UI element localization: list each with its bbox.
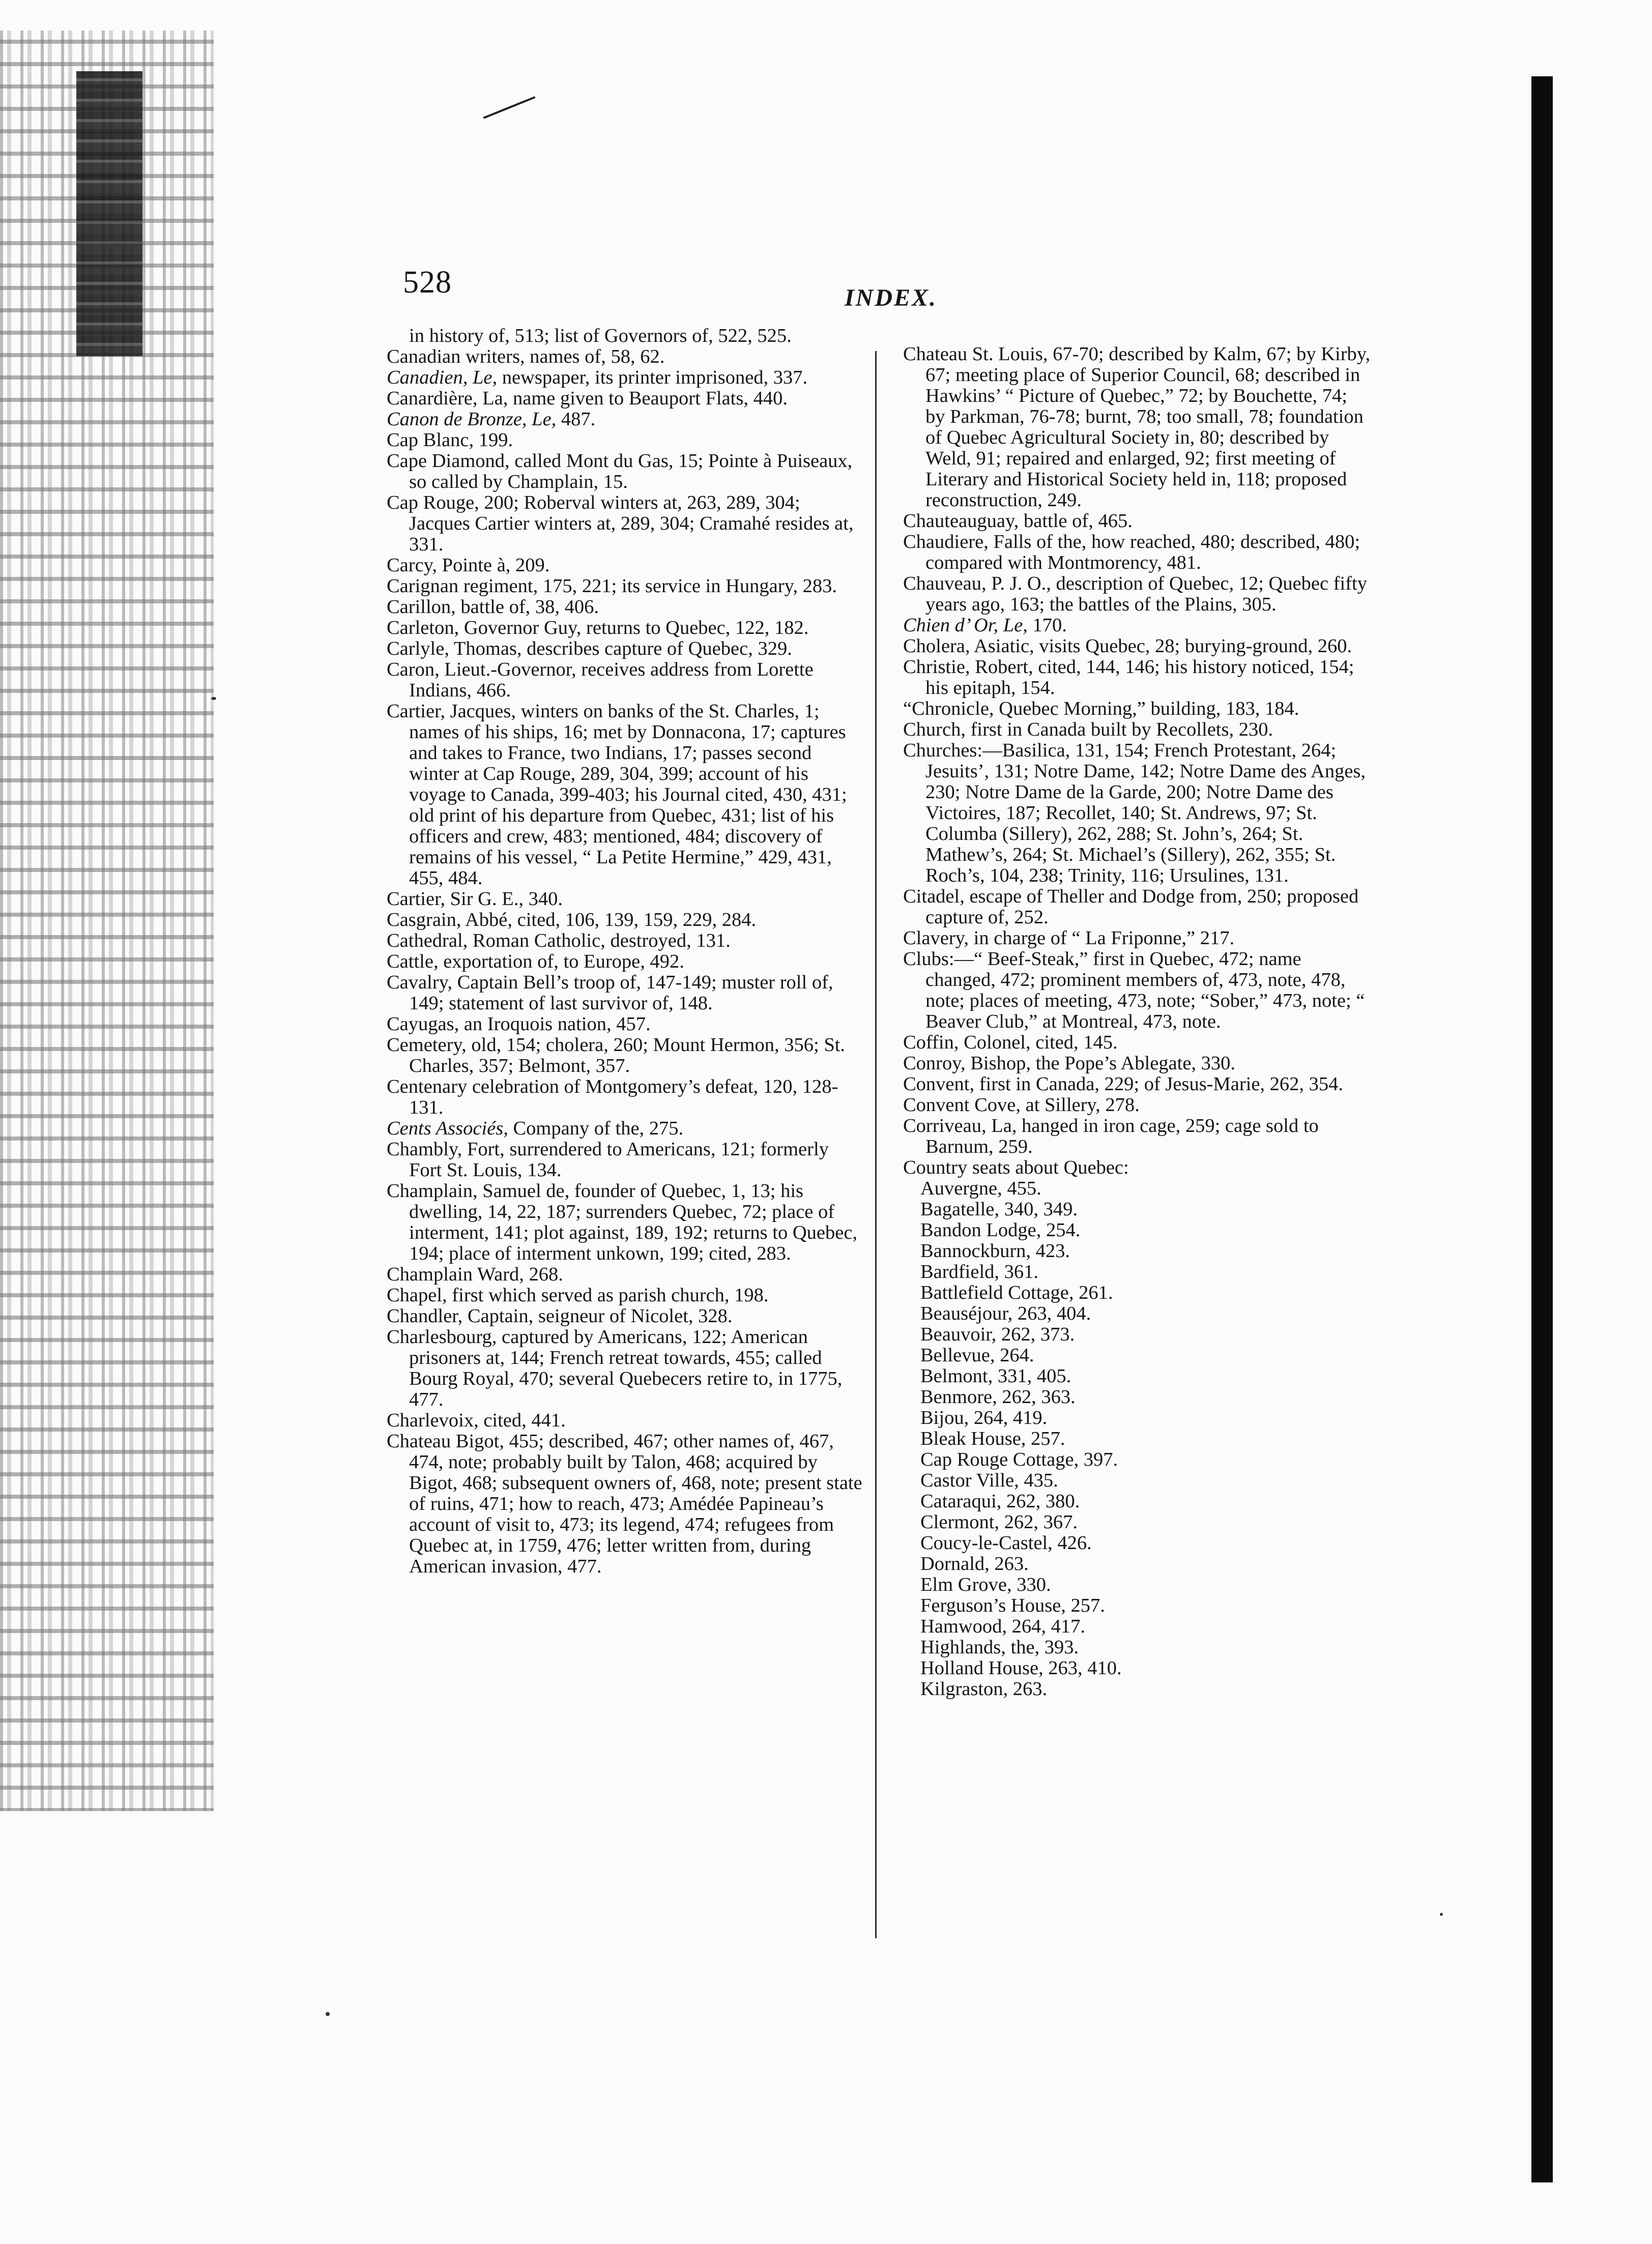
index-entry bbox=[903, 1324, 1371, 1345]
index-entry bbox=[387, 1306, 865, 1327]
index-entry bbox=[903, 1408, 1371, 1429]
index-entry-text: Bagatelle, 340, 349. bbox=[920, 1199, 1078, 1220]
index-entry bbox=[903, 1449, 1371, 1470]
index-entry-text: Bleak House, 257. bbox=[920, 1428, 1065, 1449]
index-entry-text: Chandler, Captain, seigneur of Nicolet, 328. bbox=[387, 1305, 733, 1327]
index-entry bbox=[903, 1616, 1371, 1637]
index-entry-text: Cap Rouge, 200; Roberval winters at, 263, 289, 304; Jacques Cartier winters at, 289, 304; Cramahé resides at, 331. bbox=[387, 492, 854, 555]
index-entry-text: Christie, Robert, cited, 144, 146; his history noticed, 154; his epitaph, 154. bbox=[903, 656, 1354, 698]
index-entry bbox=[387, 638, 865, 659]
index-entry-text: Chapel, first which served as parish church, 198. bbox=[387, 1285, 769, 1306]
index-entry-text: Highlands, the, 393. bbox=[920, 1637, 1079, 1658]
index-entry-text: Chaudiere, Falls of the, how reached, 480; described, 480; compared with Montmorency, 481. bbox=[903, 531, 1360, 573]
index-entry bbox=[903, 1032, 1371, 1053]
index-entry bbox=[903, 1262, 1371, 1283]
index-entry-text: Coucy-le-Castel, 426. bbox=[920, 1532, 1092, 1554]
index-entry-text: Clavery, in charge of “ La Friponne,” 217. bbox=[903, 927, 1235, 949]
index-entry-text: Coffin, Colonel, cited, 145. bbox=[903, 1032, 1118, 1053]
index-entry-text: Bannockburn, 423. bbox=[920, 1240, 1070, 1262]
index-entry-text: Carillon, battle of, 38, 406. bbox=[387, 596, 599, 618]
pen-mark bbox=[483, 96, 535, 119]
index-entry-text: Belmont, 331, 405. bbox=[920, 1365, 1071, 1387]
index-entry-heading: Canon de Bronze, Le, bbox=[387, 409, 557, 430]
index-entry bbox=[387, 346, 865, 367]
index-entry-text: 487. bbox=[556, 409, 596, 430]
index-entry-text: Auvergne, 455. bbox=[920, 1178, 1041, 1199]
scan-edge-left-dark bbox=[76, 71, 142, 356]
index-entry-heading: Cents Associés, bbox=[387, 1118, 508, 1139]
index-entry bbox=[903, 532, 1371, 573]
index-entry bbox=[903, 928, 1371, 949]
index-entry bbox=[387, 430, 865, 451]
index-entry bbox=[903, 1303, 1371, 1324]
index-column-right bbox=[903, 344, 1371, 1700]
index-entry-text: Cartier, Sir G. E., 340. bbox=[387, 888, 563, 910]
scan-edge-right-bar bbox=[1531, 76, 1553, 2182]
index-entry-text: Beauvoir, 262, 373. bbox=[920, 1324, 1075, 1345]
index-entry-text: Elm Grove, 330. bbox=[920, 1574, 1051, 1595]
index-entry-text: Clermont, 262, 367. bbox=[920, 1511, 1078, 1533]
index-entry-text: Cap Rouge Cottage, 397. bbox=[920, 1449, 1118, 1470]
index-entry-text: Canadian writers, names of, 58, 62. bbox=[387, 346, 665, 367]
index-entry-text: Church, first in Canada built by Recollets, 230. bbox=[903, 719, 1273, 740]
index-entry-text: Hamwood, 264, 417. bbox=[920, 1616, 1086, 1637]
index-entry bbox=[387, 1327, 865, 1410]
index-entry bbox=[387, 1076, 865, 1118]
index-entry-text: in history of, 513; list of Governors of, 522, 525. bbox=[409, 325, 792, 346]
index-entry-text: Dornald, 263. bbox=[920, 1553, 1029, 1575]
index-entry-text: Cholera, Asiatic, visits Quebec, 28; burying-ground, 260. bbox=[903, 635, 1352, 657]
index-column-left bbox=[387, 326, 865, 1577]
index-entry-text: Cataraqui, 262, 380. bbox=[920, 1491, 1080, 1512]
index-entry bbox=[387, 951, 865, 972]
index-entry bbox=[387, 1431, 865, 1577]
index-entry-text: Cattle, exportation of, to Europe, 492. bbox=[387, 951, 684, 972]
index-entry bbox=[387, 1035, 865, 1076]
index-entry-text: Ferguson’s House, 257. bbox=[920, 1595, 1105, 1616]
index-entry-text: Chambly, Fort, surrendered to Americans, 121; formerly Fort St. Louis, 134. bbox=[387, 1139, 829, 1181]
index-entry bbox=[903, 1387, 1371, 1408]
index-entry bbox=[903, 636, 1371, 657]
index-entry-text: Charlesbourg, captured by Americans, 122; American prisoners at, 144; French retreat towards, 455; called Bourg Royal, 470; several Quebecers retire to, in 1775, 477. bbox=[387, 1326, 843, 1410]
running-head: INDEX. bbox=[845, 284, 938, 311]
index-entry bbox=[387, 388, 865, 409]
index-entry bbox=[387, 409, 865, 430]
index-entry-text: Holland House, 263, 410. bbox=[920, 1657, 1122, 1679]
index-entry bbox=[387, 910, 865, 930]
index-entry bbox=[903, 1241, 1371, 1262]
index-entry bbox=[387, 889, 865, 910]
index-entry bbox=[387, 659, 865, 701]
index-entry bbox=[903, 1283, 1371, 1303]
index-entry-text: Carleton, Governor Guy, returns to Quebec, 122, 182. bbox=[387, 617, 809, 638]
index-entry-text: “Chronicle, Quebec Morning,” building, 183, 184. bbox=[903, 698, 1299, 719]
index-entry bbox=[903, 1470, 1371, 1491]
index-entry bbox=[387, 492, 865, 555]
index-entry-text: Country seats about Quebec: bbox=[903, 1157, 1129, 1178]
index-entry bbox=[387, 1181, 865, 1264]
speck bbox=[211, 697, 216, 700]
index-entry bbox=[387, 326, 865, 346]
index-entry bbox=[387, 1118, 865, 1139]
index-entry bbox=[387, 618, 865, 638]
index-entry-text: Charlevoix, cited, 441. bbox=[387, 1410, 566, 1431]
speck bbox=[1440, 1913, 1443, 1916]
index-entry-text: Battlefield Cottage, 261. bbox=[920, 1282, 1113, 1303]
index-entry bbox=[387, 1285, 865, 1306]
index-entry bbox=[387, 597, 865, 618]
index-entry-text: Cape Diamond, called Mont du Gas, 15; Pointe à Puiseaux, so called by Champlain, 15. bbox=[387, 450, 853, 492]
index-entry-text: Centenary celebration of Montgomery’s defeat, 120, 128-131. bbox=[387, 1076, 838, 1118]
index-entry bbox=[387, 1264, 865, 1285]
index-entry-text: Cayugas, an Iroquois nation, 457. bbox=[387, 1013, 651, 1035]
index-entry bbox=[387, 576, 865, 597]
index-entry bbox=[387, 367, 865, 388]
index-entry-text: Convent Cove, at Sillery, 278. bbox=[903, 1094, 1140, 1116]
page-number: 528 bbox=[403, 265, 452, 300]
index-entry bbox=[903, 1429, 1371, 1449]
index-entry bbox=[903, 1095, 1371, 1116]
index-entry-text: Carcy, Pointe à, 209. bbox=[387, 555, 550, 576]
index-entry-text: Chauteauguay, battle of, 465. bbox=[903, 510, 1133, 532]
index-entry bbox=[903, 1595, 1371, 1616]
index-entry-text: Clubs:—“ Beef-Steak,” first in Quebec, 472; name changed, 472; prominent members of, 473, note, 478, note; places of meeting, 473, note; “Sober,” 473, note; “ Beaver Club,” at Montreal, 473, note. bbox=[903, 948, 1365, 1032]
index-entry-text: Chateau St. Louis, 67-70; described by Kalm, 67; by Kirby, 67; meeting place of Superior Council, 68; described in Hawkins’ “ Picture of Quebec,” 72; by Bouchette, 74; by Parkman, 76-78; burnt, 78; too small, 78; foundation of Quebec Agricultural Society in, 80; described by Weld, 91; repaired and enlarged, 92; first meeting of Literary and Historical Society held in, 118; proposed reconstruction, 249. bbox=[903, 343, 1371, 511]
index-entry bbox=[903, 1345, 1371, 1366]
index-entry-text: Cartier, Jacques, winters on banks of the St. Charles, 1; names of his ships, 16; met by Donnacona, 17; captures and takes to France, two Indians, 17; passes second winter at Cap Rouge, 289, 304, 399; account of his voyage to Canada, 399-403; his Journal cited, 430, 431; old print of his departure from Quebec, 431; list of his officers and crew, 483; mentioned, 484; discovery of remains of his vessel, “ La Petite Hermine,” 429, 431, 455, 484. bbox=[387, 701, 847, 889]
index-entry bbox=[387, 1139, 865, 1181]
index-entry-text: Citadel, escape of Theller and Dodge from, 250; proposed capture of, 252. bbox=[903, 886, 1359, 928]
index-entry-text: Conroy, Bishop, the Pope’s Ablegate, 330. bbox=[903, 1053, 1236, 1074]
column-rule bbox=[875, 351, 877, 1938]
index-entry-text: Kilgraston, 263. bbox=[920, 1678, 1048, 1700]
index-entry-text: Champlain Ward, 268. bbox=[387, 1264, 563, 1285]
index-entry bbox=[903, 949, 1371, 1032]
index-entry bbox=[903, 615, 1371, 636]
index-entry-text: Carignan regiment, 175, 221; its service in Hungary, 283. bbox=[387, 575, 837, 597]
index-entry bbox=[903, 1053, 1371, 1074]
index-entry bbox=[903, 1178, 1371, 1199]
index-entry bbox=[903, 1679, 1371, 1700]
index-entry bbox=[903, 1554, 1371, 1575]
index-entry-text: 170. bbox=[1027, 615, 1067, 636]
index-entry bbox=[387, 555, 865, 576]
index-entry-text: Company of the, 275. bbox=[508, 1118, 684, 1139]
index-entry-text: Cavalry, Captain Bell’s troop of, 147-149; muster roll of, 149; statement of last survivor of, 148. bbox=[387, 972, 833, 1014]
index-entry-text: Bardfield, 361. bbox=[920, 1261, 1039, 1283]
index-entry-text: Bandon Lodge, 254. bbox=[920, 1219, 1081, 1241]
index-entry bbox=[903, 1491, 1371, 1512]
speck bbox=[326, 2012, 330, 2016]
index-entry-text: Chauveau, P. J. O., description of Quebec, 12; Quebec fifty years ago, 163; the battles of the Plains, 305. bbox=[903, 573, 1368, 615]
index-entry bbox=[387, 972, 865, 1014]
index-entry bbox=[903, 1512, 1371, 1533]
index-entry bbox=[387, 930, 865, 951]
index-entry-heading: Canadien, Le, bbox=[387, 367, 498, 388]
index-entry-text: Cemetery, old, 154; cholera, 260; Mount Hermon, 356; St. Charles, 357; Belmont, 357. bbox=[387, 1034, 846, 1076]
index-entry-text: Churches:—Basilica, 131, 154; French Protestant, 264; Jesuits’, 131; Notre Dame, 142; Notre Dame des Anges, 230; Notre Dame de la Garde, 200; Notre Dame des Victoires, 187; Recollet, 140; St. Andrews, 97; St. Columba (Sillery), 262, 288; St. John’s, 264; St. Mathew’s, 264; St. Michael’s (Sillery), 262, 355; St. Roch’s, 104, 238; Trinity, 116; Ursulines, 131. bbox=[903, 740, 1366, 886]
index-entry bbox=[903, 719, 1371, 740]
index-entry bbox=[903, 698, 1371, 719]
index-entry bbox=[903, 1658, 1371, 1679]
index-entry bbox=[903, 1199, 1371, 1220]
index-entry bbox=[903, 1366, 1371, 1387]
index-entry bbox=[387, 1410, 865, 1431]
index-entry bbox=[903, 1157, 1371, 1178]
index-entry bbox=[903, 1074, 1371, 1095]
index-entry-text: Bijou, 264, 419. bbox=[920, 1407, 1048, 1429]
index-entry-text: Champlain, Samuel de, founder of Quebec, 1, 13; his dwelling, 14, 22, 187; surrenders Quebec, 72; place of interment, 141; plot against, 189, 192; returns to Quebec, 194; place of interment unkown, 199; cited, 283. bbox=[387, 1180, 858, 1264]
index-entry bbox=[903, 1637, 1371, 1658]
index-entry-text: Convent, first in Canada, 229; of Jesus-Marie, 262, 354. bbox=[903, 1073, 1344, 1095]
index-entry-text: Benmore, 262, 363. bbox=[920, 1386, 1076, 1408]
index-entry bbox=[903, 740, 1371, 886]
index-entry bbox=[903, 1533, 1371, 1554]
index-entry bbox=[903, 1575, 1371, 1595]
index-entry-text: Caron, Lieut.-Governor, receives address from Lorette Indians, 466. bbox=[387, 659, 814, 701]
index-entry-text: Corriveau, La, hanged in iron cage, 259; cage sold to Barnum, 259. bbox=[903, 1115, 1319, 1157]
index-entry bbox=[903, 511, 1371, 532]
index-entry-text: Casgrain, Abbé, cited, 106, 139, 159, 229, 284. bbox=[387, 909, 757, 930]
index-entry-text: newspaper, its printer imprisoned, 337. bbox=[497, 367, 808, 388]
index-entry bbox=[903, 1116, 1371, 1157]
index-entry bbox=[903, 344, 1371, 511]
index-entry-heading: Chien d’ Or, Le, bbox=[903, 615, 1028, 636]
index-entry bbox=[903, 886, 1371, 928]
index-entry-text: Cap Blanc, 199. bbox=[387, 429, 513, 451]
index-entry bbox=[903, 657, 1371, 698]
index-entry bbox=[903, 1220, 1371, 1241]
index-entry bbox=[387, 451, 865, 492]
index-entry-text: Chateau Bigot, 455; described, 467; other names of, 467, 474, note; probably built by Talon, 468; acquired by Bigot, 468; subsequent owners of, 468, note; present state of ruins, 471; how to reach, 473; Amédée Papineau’s account of visit to, 473; its legend, 474; refugees from Quebec at, in 1759, 476; letter written from, during American invasion, 477. bbox=[387, 1431, 862, 1577]
index-entry-text: Beauséjour, 263, 404. bbox=[920, 1303, 1091, 1324]
index-entry-text: Carlyle, Thomas, describes capture of Quebec, 329. bbox=[387, 638, 792, 659]
index-entry bbox=[387, 1014, 865, 1035]
index-entry-text: Bellevue, 264. bbox=[920, 1345, 1034, 1366]
index-entry-text: Cathedral, Roman Catholic, destroyed, 131. bbox=[387, 930, 731, 951]
index-entry-text: Castor Ville, 435. bbox=[920, 1470, 1058, 1491]
index-entry-text: Canardière, La, name given to Beauport Flats, 440. bbox=[387, 388, 788, 409]
index-entry bbox=[903, 573, 1371, 615]
index-entry bbox=[387, 701, 865, 889]
